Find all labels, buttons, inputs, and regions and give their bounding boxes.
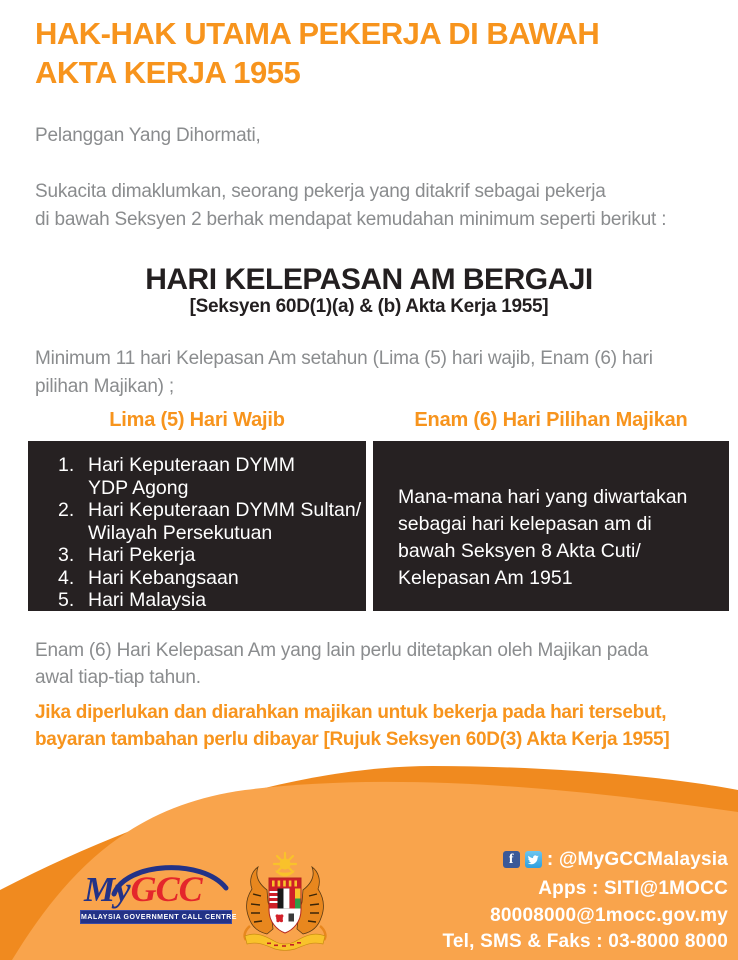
employer-choice-line: Kelepasan Am 1951 (398, 567, 573, 589)
warning-line2: bayaran tambahan perlu dibayar [Rujuk Seksyen 60D(3) Akta Kerja 1955] (35, 729, 670, 750)
warning-line1: Jika diperlukan dan diarahkan majikan untuk bekerja pada hari tersebut, (35, 702, 667, 723)
left-column-header: Lima (5) Hari Wajib (109, 409, 285, 431)
right-column-header: Enam (6) Hari Pilihan Majikan (414, 409, 688, 431)
list-item-text (88, 454, 366, 499)
page-title-line2: AKTA KERJA 1955 (35, 55, 301, 90)
page-title (35, 14, 599, 92)
minimum-line1: Minimum 11 hari Kelepasan Am setahun (Lima (5) hari wajib, Enam (6) hari (35, 348, 653, 369)
employer-choice-text (373, 441, 729, 592)
social-handle-text: : @MyGCCMalaysia (546, 849, 728, 870)
greeting-text: Pelanggan Yang Dihormati, (35, 125, 261, 146)
crest-shield (269, 878, 301, 933)
list-item-line: Hari Keputeraan DYMM Sultan/ (88, 499, 362, 521)
intro-line2: di bawah Seksyen 2 berhak mendapat kemudahan minimum seperti berikut : (35, 208, 667, 230)
mygcc-gcc-text: GCC (130, 869, 202, 909)
list-item-line: Hari Kebangsaan (88, 566, 239, 589)
section-subheading: [Seksyen 60D(1)(a) & (b) Akta Kerja 1955] (189, 296, 549, 317)
email-line: 80008000@1mocc.gov.my (490, 904, 728, 926)
note-line2: awal tiap-tiap tahun. (35, 667, 201, 688)
note-paragraph (35, 637, 648, 691)
minimum-paragraph (35, 345, 653, 401)
employer-choice-line: Mana-mana hari yang diwartakan (398, 486, 688, 508)
list-item-text (88, 589, 366, 612)
warning-paragraph (35, 699, 669, 753)
list-item-number: 2. (58, 499, 75, 521)
mandatory-holidays-box (28, 441, 366, 611)
list-item-number: 3. (58, 544, 75, 566)
list-item-text (88, 499, 366, 544)
list-item-line: Hari Keputeraan DYMM (88, 454, 295, 476)
list-item-text (88, 544, 366, 567)
crest-hibiscus (276, 914, 284, 922)
employer-choice-line: sebagai hari kelepasan am di (398, 513, 652, 535)
list-item-line: Hari Malaysia (88, 589, 207, 611)
intro-line1: Sukacita dimaklumkan, seorang pekerja yang ditakrif sebagai pekerja (35, 181, 606, 202)
list-item-number: 4. (58, 566, 75, 589)
list-item-line: Hari Pekerja (88, 544, 196, 566)
list-item (58, 499, 366, 544)
crest-ribbon (245, 934, 325, 950)
twitter-icon (525, 851, 542, 868)
employer-choice-holidays-box (373, 441, 729, 611)
mygcc-tagline-band: MALAYSIA GOVERNMENT CALL CENTRE (80, 910, 232, 924)
tel-line: Tel, SMS & Faks : 03-8000 8000 (442, 931, 728, 952)
mygcc-wordmark (84, 868, 202, 910)
list-item-number: 1. (58, 454, 75, 476)
malaysia-coat-of-arms-icon (237, 850, 333, 954)
list-item-text (88, 567, 366, 590)
list-item (58, 567, 366, 590)
footer (0, 750, 738, 960)
mandatory-holidays-list (28, 441, 366, 612)
mygcc-my-text: My (84, 870, 131, 909)
list-item (58, 589, 366, 612)
minimum-line2: pilihan Majikan) ; (35, 376, 174, 397)
page-title-line1: HAK-HAK UTAMA PEKERJA DI BAWAH (35, 16, 600, 51)
social-line (442, 848, 728, 871)
facebook-icon: f (503, 851, 520, 868)
list-item-number: 5. (58, 589, 75, 611)
apps-line: Apps : SITI@1MOCC (538, 878, 728, 899)
mygcc-logo (80, 862, 236, 934)
note-line1: Enam (6) Hari Kelepasan Am yang lain perlu ditetapkan oleh Majikan pada (35, 640, 649, 661)
list-item-line: YDP Agong (88, 476, 189, 499)
list-item-line: Wilayah Persekutuan (88, 521, 273, 544)
crest-star-crescent (274, 853, 296, 876)
list-item (58, 544, 366, 567)
list-item (58, 454, 366, 499)
employer-choice-line: bawah Seksyen 8 Akta Cuti/ (398, 540, 641, 562)
section-heading: HARI KELEPASAN AM BERGAJI (145, 263, 593, 296)
intro-paragraph (35, 178, 666, 233)
footer-contact-block (442, 848, 728, 957)
